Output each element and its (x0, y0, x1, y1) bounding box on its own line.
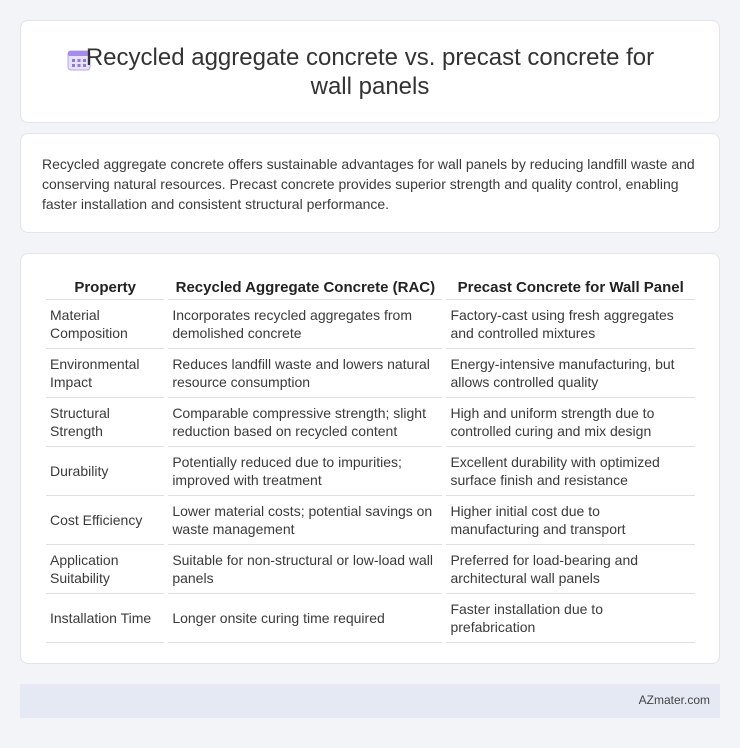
row-property: Environmental Impact (46, 349, 164, 398)
table-row (46, 594, 695, 643)
row-rac-value: Incorporates recycled aggregates from demolished concrete (168, 300, 442, 349)
footer-site-link[interactable]: AZmater.com (638, 693, 710, 707)
table-row (46, 496, 695, 545)
column-header-precast: Precast Concrete for Wall Panel (446, 276, 695, 300)
row-precast-value: Energy-intensive manufacturing, but allows controlled quality (446, 349, 695, 398)
footer-bar (20, 684, 720, 718)
comparison-table (42, 276, 699, 643)
row-property: Material Composition (46, 300, 164, 349)
row-precast-value: Higher initial cost due to manufacturing and transport (446, 496, 695, 545)
column-header-rac: Recycled Aggregate Concrete (RAC) (168, 276, 442, 300)
row-rac-value: Suitable for non-structural or low-load wall panels (168, 545, 442, 594)
comparison-card (20, 253, 720, 664)
row-precast-value: High and uniform strength due to controlled curing and mix design (446, 398, 695, 447)
title-card (20, 20, 720, 123)
row-precast-value: Excellent durability with optimized surface finish and resistance (446, 447, 695, 496)
table-row (46, 545, 695, 594)
intro-paragraph: Recycled aggregate concrete offers sustainable advantages for wall panels by reducing landfill waste and conserving natural resources. Precast concrete provides superior strength and quality control, enabling faster installation and consistent structural performance. (42, 156, 695, 212)
row-rac-value: Comparable compressive strength; slight reduction based on recycled content (168, 398, 442, 447)
row-property: Installation Time (46, 594, 164, 643)
row-precast-value: Faster installation due to prefabrication (446, 594, 695, 643)
row-property: Structural Strength (46, 398, 164, 447)
row-rac-value: Potentially reduced due to impurities; improved with treatment (168, 447, 442, 496)
intro-card (20, 133, 720, 233)
page-title: Recycled aggregate concrete vs. precast concrete for wall panels (85, 44, 655, 100)
row-rac-value: Lower material costs; potential savings on waste management (168, 496, 442, 545)
row-precast-value: Factory-cast using fresh aggregates and controlled mixtures (446, 300, 695, 349)
row-property: Application Suitability (46, 545, 164, 594)
row-rac-value: Longer onsite curing time required (168, 594, 442, 643)
table-row (46, 349, 695, 398)
row-property: Durability (46, 447, 164, 496)
table-row (46, 398, 695, 447)
table-row (46, 300, 695, 349)
row-rac-value: Reduces landfill waste and lowers natural resource consumption (168, 349, 442, 398)
table-row (46, 447, 695, 496)
row-precast-value: Preferred for load-bearing and architectural wall panels (446, 545, 695, 594)
row-property: Cost Efficiency (46, 496, 164, 545)
table-header-row (46, 276, 695, 300)
column-header-property: Property (46, 276, 164, 300)
